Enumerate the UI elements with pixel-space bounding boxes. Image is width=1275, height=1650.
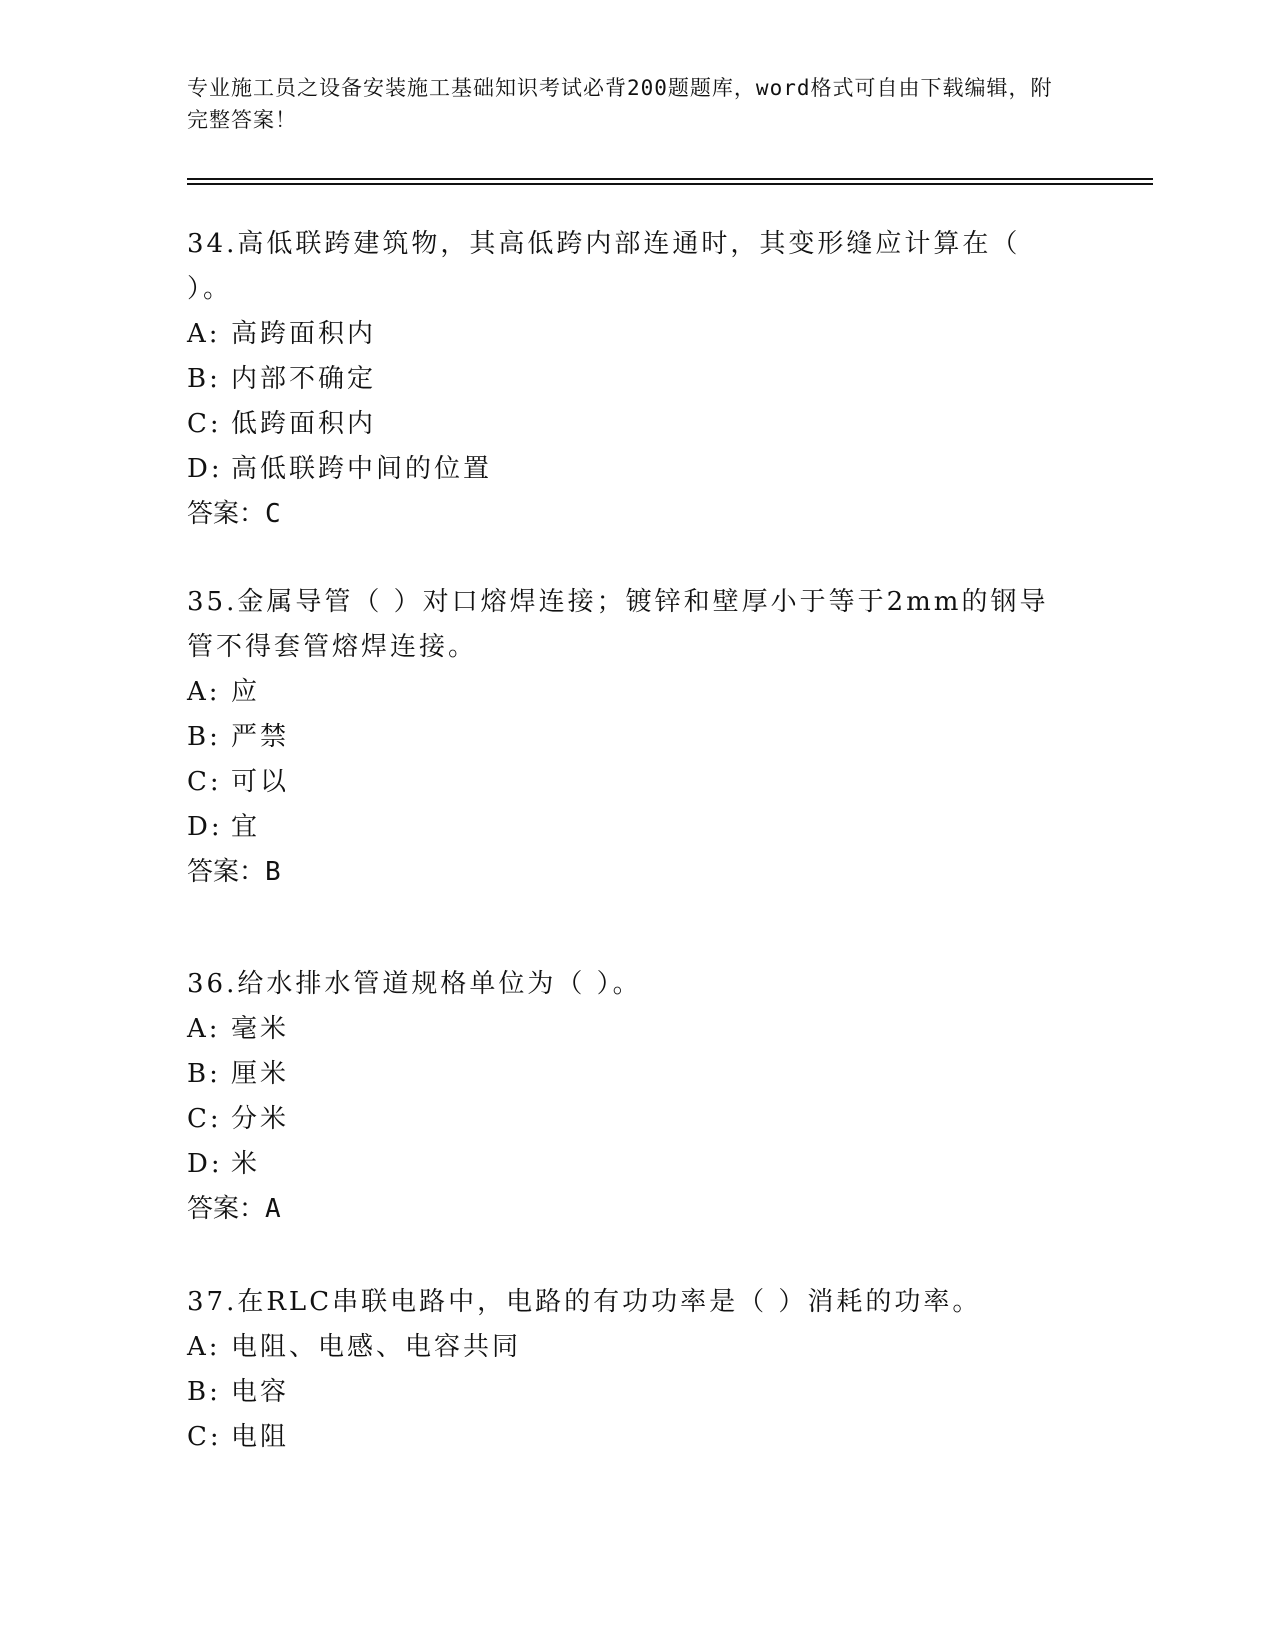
answer-line [187, 492, 1067, 537]
answer-value: C [265, 499, 281, 529]
option-c [187, 760, 1067, 805]
option-text: 严禁 [231, 722, 290, 752]
option-d [187, 447, 1067, 492]
option-text: 毫米 [231, 1014, 290, 1044]
option-text: 高跨面积内 [231, 319, 377, 349]
option-a [187, 670, 1067, 715]
question-37 [187, 1280, 1067, 1460]
answer-line [187, 1187, 1067, 1232]
option-text: 电阻 [231, 1422, 290, 1452]
option-text: 低跨面积内 [231, 409, 377, 439]
question-stem: 35.金属导管（ ）对口熔焊连接；镀锌和壁厚小于等于2mm的钢导管不得套管熔焊连接。 [187, 587, 1049, 662]
option-key: B: [187, 364, 221, 394]
option-text: 米 [231, 1149, 261, 1179]
option-d [187, 805, 1067, 850]
option-text: 可以 [231, 767, 290, 797]
option-c [187, 402, 1067, 447]
question-stem: 36.给水排水管道规格单位为（ ）。 [187, 969, 642, 999]
option-a [187, 1007, 1067, 1052]
answer-line [187, 850, 1067, 895]
option-b [187, 1052, 1067, 1097]
answer-value: A [265, 1194, 281, 1224]
option-text: 电阻、电感、电容共同 [231, 1332, 522, 1362]
option-key: A: [187, 319, 221, 349]
option-key: D: [187, 812, 223, 842]
option-text: 分米 [231, 1104, 290, 1134]
option-key: D: [187, 454, 223, 484]
option-key: C: [187, 409, 222, 439]
option-text: 高低联跨中间的位置 [231, 454, 493, 484]
answer-label: 答案： [187, 1194, 266, 1224]
question-36 [187, 962, 1067, 1232]
option-key: B: [187, 722, 221, 752]
question-stem: 34.高低联跨建筑物，其高低跨内部连通时，其变形缝应计算在（ ）。 [187, 229, 1021, 304]
answer-label: 答案： [187, 499, 266, 529]
document-header [187, 72, 1067, 136]
document-title: 专业施工员之设备安装施工基础知识考试必背200题题库，word格式可自由下载编辑，附完整答案！ [187, 76, 1053, 132]
option-key: C: [187, 767, 222, 797]
answer-value: B [265, 857, 281, 887]
question-34 [187, 222, 1067, 537]
option-c [187, 1415, 1067, 1460]
option-text: 内部不确定 [231, 364, 377, 394]
option-key: C: [187, 1104, 222, 1134]
option-key: C: [187, 1422, 222, 1452]
option-text: 应 [231, 677, 261, 707]
option-text: 宜 [231, 812, 261, 842]
option-b [187, 357, 1067, 402]
option-d [187, 1142, 1067, 1187]
header-divider-top [187, 178, 1153, 180]
option-key: B: [187, 1377, 221, 1407]
option-a [187, 312, 1067, 357]
option-text: 厘米 [231, 1059, 290, 1089]
option-key: B: [187, 1059, 221, 1089]
option-key: A: [187, 1014, 221, 1044]
question-stem: 37.在RLC串联电路中，电路的有功功率是（ ）消耗的功率。 [187, 1287, 982, 1317]
question-35 [187, 580, 1067, 895]
option-key: D: [187, 1149, 223, 1179]
option-b [187, 715, 1067, 760]
option-key: A: [187, 1332, 221, 1362]
option-text: 电容 [231, 1377, 290, 1407]
answer-label: 答案： [187, 857, 266, 887]
option-key: A: [187, 677, 221, 707]
header-divider-bottom [187, 183, 1153, 185]
option-c [187, 1097, 1067, 1142]
option-a [187, 1325, 1067, 1370]
option-b [187, 1370, 1067, 1415]
